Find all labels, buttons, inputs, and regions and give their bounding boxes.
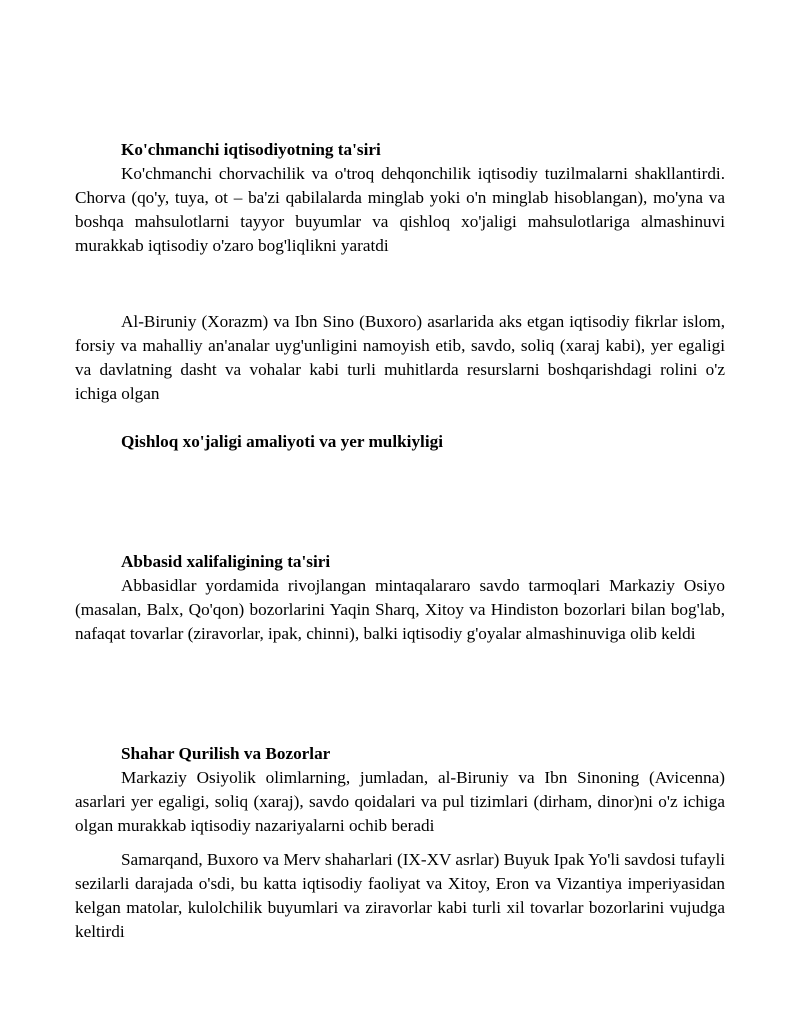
paragraph-nomadic-economy: Ko'chmanchi chorvachilik va o'troq dehqonchilik iqtisodiy tuzilmalarni shakllantirdi. Chorva (qo'y, tuya, ot – ba'zi qabilalarda minglab yoki o'n minglab hisoblangan), mo'yna va boshqa mahsulotlarni tayyor buyumlar va qishloq xo'jaligi mahsulotlariga almashinuvi murakkab iqtisodiy o'zaro bog'liqlikni yaratdi: [75, 164, 725, 255]
paragraph-scholars: Markaziy Osiyolik olimlarning, jumladan, al-Biruniy va Ibn Sinoning (Avicenna) asarlari yer egaligi, soliq (xaraj), savdo qoidalari va pul tizimlari (dirham, dinor)ni o'z ichiga olgan murakkab iqtisodiy nazariyalarni ochib beradi: [75, 768, 725, 835]
document-page: [75, 138, 725, 944]
section-heading-nomadic-economy: Ko'chmanchi iqtisodiyotning ta'siri: [121, 140, 381, 159]
section-heading-agriculture: Qishloq xo'jaligi amaliyoti va yer mulkiyligi: [121, 432, 443, 451]
section-heading-urban-markets: Shahar Qurilish va Bozorlar: [121, 744, 331, 763]
section-heading-abbasid: Abbasid xalifaligining ta'siri: [121, 552, 331, 571]
paragraph-biruni-ibn-sino: Al-Biruniy (Xorazm) va Ibn Sino (Buxoro) asarlarida aks etgan iqtisodiy fikrlar islom, forsiy va mahalliy an'analar uyg'unligini namoyish etib, savdo, soliq (xaraj kabi), yer egaligi va davlatning dasht va vohalar kabi turli muhitlarda resurslarni boshqarishdagi rolini o'z ichiga olgan: [75, 312, 725, 403]
paragraph-cities: Samarqand, Buxoro va Merv shaharlari (IX-XV asrlar) Buyuk Ipak Yo'li savdosi tufayli sezilarli darajada o'sdi, bu katta iqtisodiy faoliyat va Xitoy, Eron va Vizantiya imperiyasidan kelgan matolar, kulolchilik buyumlari va ziravorlar kabi turli xil tovarlar bozorlarini vujudga keltirdi: [75, 850, 725, 941]
paragraph-abbasid: Abbasidlar yordamida rivojlangan mintaqalararo savdo tarmoqlari Markaziy Osiyo (masalan, Balx, Qo'qon) bozorlarini Yaqin Sharq, Xitoy va Hindiston bozorlari bilan bog'lab, nafaqat tovarlar (ziravorlar, ipak, chinni), balki iqtisodiy g'oyalar almashinuviga olib keldi: [75, 576, 725, 643]
